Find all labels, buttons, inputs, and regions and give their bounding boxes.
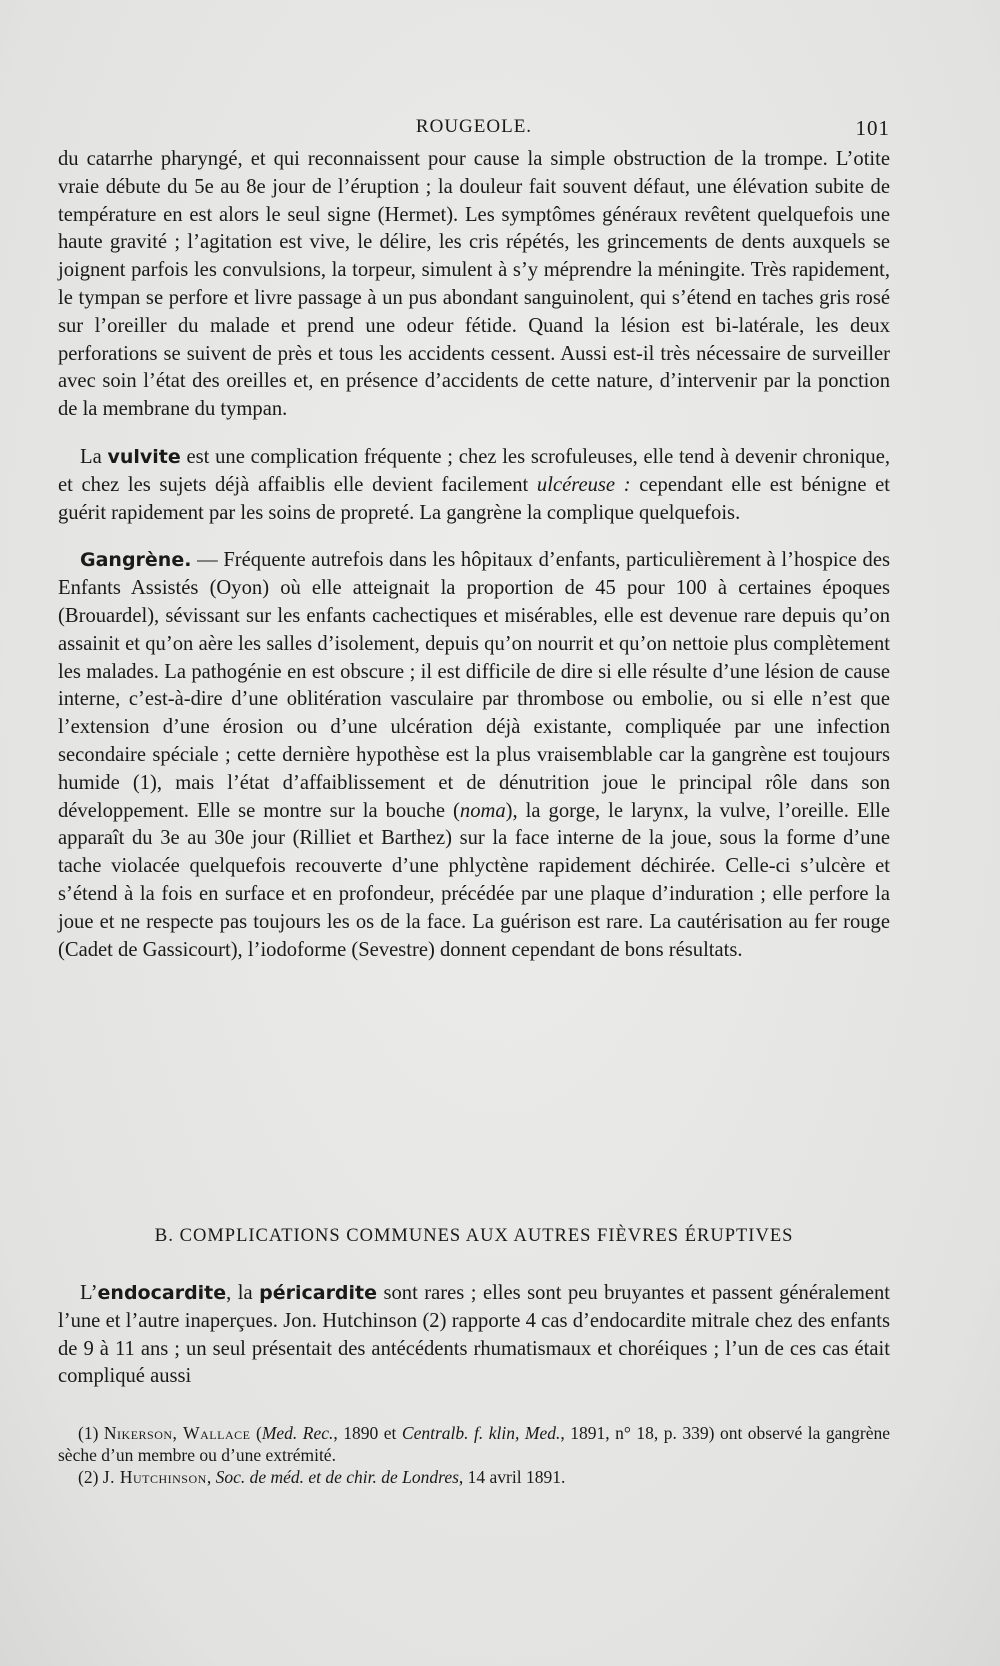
paragraph-otite: du catarrhe pharyngé, et qui reconnaissent pour cause la simple obstruction de la trompe. L’otite vraie débute du 5e au 8e jour de l’éruption ; la douleur fait souvent défaut, une élévation subite de température en est alors le seul signe (Hermet). Les symptômes généraux revêtent quelquefois une haute gravité ; l’agitation est vive, le délire, les cris répétés, les grincements de dents auxquels se joignent parfois les convulsions, la torpeur, simulent à s’y méprendre la méningite. Très rapidement, le tympan se perfore et livre passage à un pus abondant sanguinolent, qui s’étend en taches gris rosé sur l’oreiller du malade et prend une odeur fétide. Quand la lésion est bi-latérale, les deux perforations se suivent de près et tous les accidents cessent. Aussi est-il très nécessaire de surveiller avec soin l’état des oreilles et, en présence d’accidents de cette nature, d’intervenir par la ponction de la membrane du tympan.: [58, 148, 890, 421]
page-header: [58, 116, 890, 142]
section-letter: B.: [154, 1225, 175, 1246]
footnote-ref-2: (2): [422, 1309, 447, 1332]
paragraph-gangrene: Gangrène. — Fréquente autrefois dans les hôpitaux d’enfants, particulièrement à l’hospice des Enfants Assistés (Oyon) où elle atteignait la proportion de 45 pour 100 à certaines époques (Brouardel), sévissant sur les enfants cachectiques et misérables, elle est devenue rare depuis qu’on assainit et qu’on aère les salles d’isolement, depuis qu’on nourrit et qu’on nettoie plus complètement les malades. La pathogénie en est obscure ; il est difficile de dire si elle résulte d’une lésion de cause interne, c’est-à-dire d’une oblitération vasculaire par thrombose ou embolie, ou si elle n’est que l’extension d’une érosion ou d’une ulcération déjà existante, compliquée par une infection secondaire spéciale ; cette dernière hypothèse est la plus vraisemblable car la gangrène est toujours humide (1), mais l’état d’affaiblissement et de dénutrition joue le principal rôle dans son développement. Elle se montre sur la bouche (noma), la gorge, le larynx, la vulve, l’oreille. Elle apparaît du 3e au 30e jour (Rilliet et Barthez) sur la face interne de la joue, sous la forme d’une tache violacée quelquefois recouverte d’une phlyctène rapidement déchirée. Celle-ci s’ulcère et s’étend à la fois en surface et en profondeur, précédée par une plaque d’induration ; elle perfore la joue et ne respecte pas toujours les os de la face. La guérison est rare. La cautérisation au fer rouge (Cadet de Gassicourt), l’iodoforme (Sevestre) donnent cependant de bons résultats.: [58, 549, 891, 961]
body-text-continued: [58, 1280, 890, 1391]
paragraph-endocardite: L’endocardite, la péricardite sont rares ; elles sont peu bruyantes et passent généralement l’une et l’autre inaperçues. Jon. Hutchinson (2) rapporte 4 cas d’endocardite mitrale chez des enfants de 9 à 11 ans ; un seul présentait des antécédents rhumatismaux et choréiques ; l’un de ces cas était compliqué aussi: [58, 1282, 891, 1388]
footnote-2: (2) J. Hutchinson, Soc. de méd. et de chir. de Londres, 14 avril 1891.: [78, 1467, 566, 1487]
section-title: COMPLICATIONS COMMUNES AUX AUTRES FIÈVRES ÉRUPTIVES: [179, 1226, 794, 1246]
footnote-ref-1: (1): [132, 771, 157, 794]
term-endocardite: endocardite: [97, 1282, 227, 1304]
body-text: [58, 146, 890, 964]
paragraph-vulvite: La vulvite est une complication fréquente ; chez les scrofuleuses, elle tend à devenir chronique, et chez les sujets déjà affaiblis elle devient facilement ulcéreuse : cependant elle est bénigne et guérit rapidement par les soins de propreté. La gangrène la complique quelquefois.: [58, 445, 890, 524]
page-number: 101: [855, 116, 890, 140]
footnote-1: (1) Nikerson, Wallace (Med. Rec., 1890 et Centralb. f. klin, Med., 1891, n° 18, p. 339) ont observé la gangrène sèche d’un membre ou d’une extrémité.: [58, 1423, 890, 1465]
section-heading: [58, 1225, 890, 1247]
running-head: ROUGEOLE.: [415, 116, 533, 137]
term-gangrene: Gangrène.: [80, 549, 192, 572]
footnotes: [58, 1422, 890, 1488]
term-vulvite: vulvite: [107, 445, 181, 468]
term-pericardite: péricardite: [259, 1282, 378, 1304]
